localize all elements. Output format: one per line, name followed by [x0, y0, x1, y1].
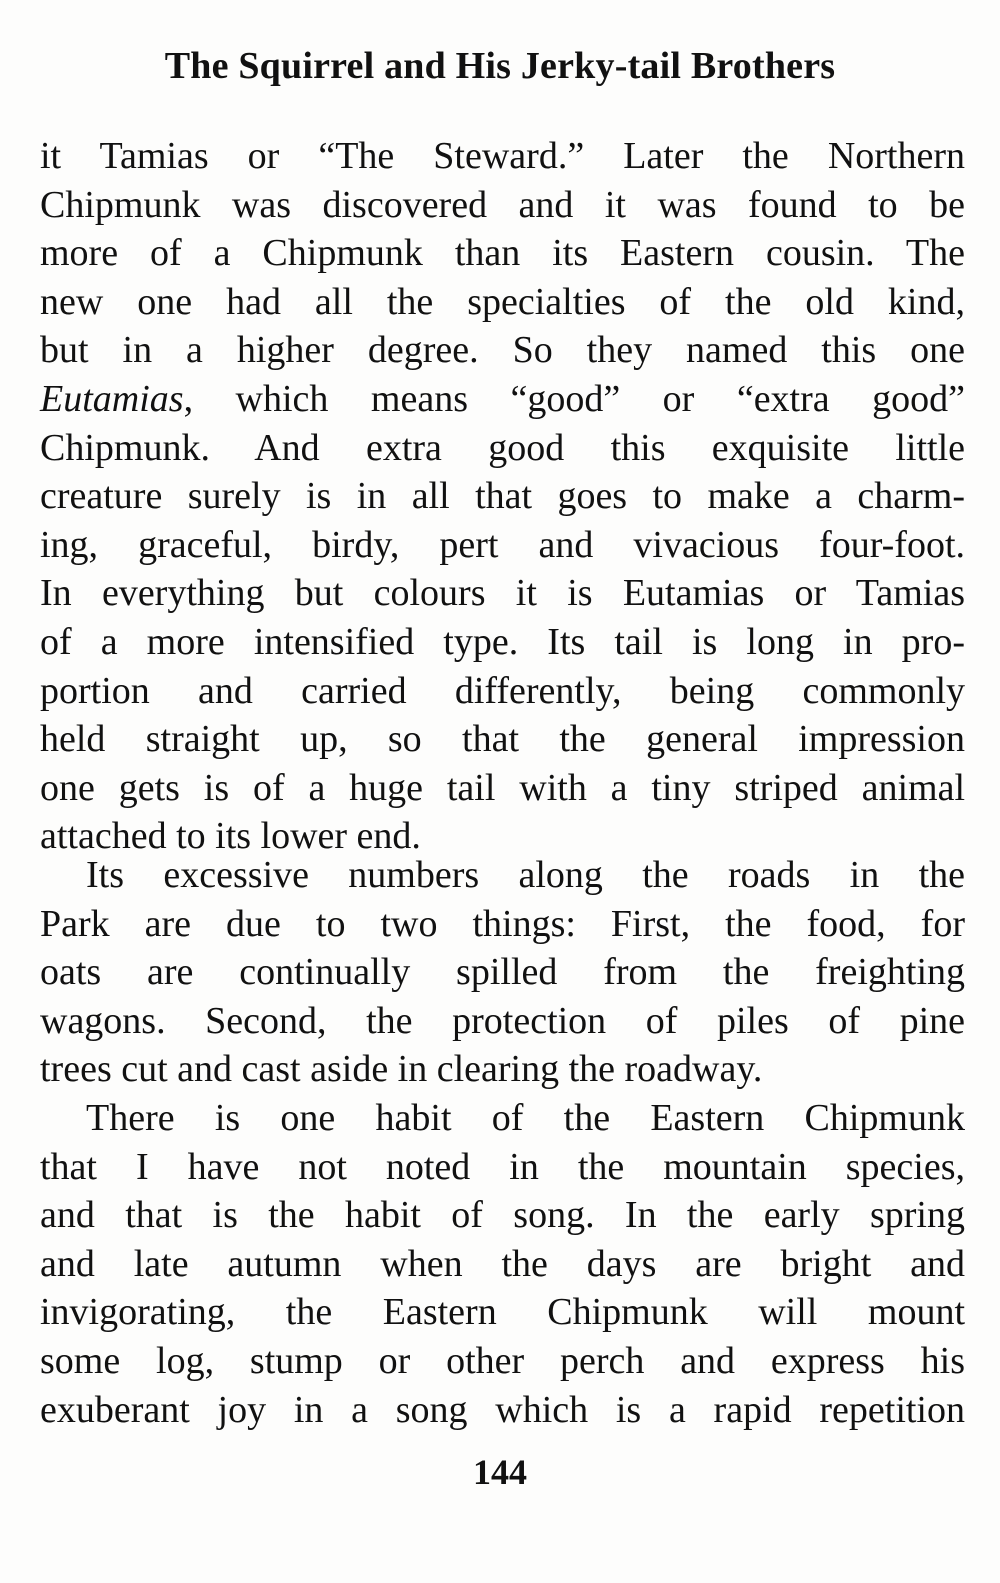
paragraph-1 [40, 132, 965, 861]
text-line: and late autumn when the days are bright and [40, 1242, 965, 1285]
text-line: Chipmunk. And extra good this exquisite little [40, 426, 965, 469]
running-head: The Squirrel and His Jerky-tail Brothers [164, 45, 836, 87]
text-line: of a more intensified type. Its tail is long in pro- [40, 620, 965, 663]
text-line: attached to its lower end. [40, 815, 421, 858]
text-line: trees cut and cast aside in clearing the roadway. [40, 1048, 763, 1091]
paragraph-3 [40, 1094, 965, 1434]
text-line: but in a higher degree. So they named this one [40, 329, 965, 372]
text-line: some log, stump or other perch and express his [40, 1339, 965, 1382]
text-line: There is one habit of the Eastern Chipmunk [86, 1097, 965, 1139]
text-line: Chipmunk was discovered and it was found to be [40, 183, 965, 226]
text-line: portion and carried differently, being commonly [40, 669, 965, 712]
text-line: held straight up, so that the general impression [40, 718, 965, 761]
text-line: more of a Chipmunk than its Eastern cousin. The [40, 232, 965, 275]
text-line-with-italic [40, 375, 965, 424]
text-line: new one had all the specialties of the old kind, [40, 280, 965, 323]
text-fragment: , which means “good” or “extra good” [183, 377, 965, 420]
text-line: and that is the habit of song. In the early spring [40, 1194, 965, 1237]
text-line: invigorating, the Eastern Chipmunk will mount [40, 1291, 965, 1334]
text-line: wagons. Second, the protection of piles of pine [40, 999, 965, 1042]
text-line: that I have not noted in the mountain species, [40, 1145, 965, 1188]
paragraph-2 [40, 851, 965, 1094]
text-line: one gets is of a huge tail with a tiny striped animal [40, 766, 965, 809]
text-line: Its excessive numbers along the roads in the [86, 854, 965, 896]
text-line: In everything but colours it is Eutamias or Tamias [40, 572, 965, 615]
italic-genus-name: Eutamias [40, 377, 184, 420]
text-line: ing, graceful, birdy, pert and vivacious four-foot. [40, 523, 965, 566]
text-line: oats are continually spilled from the freighting [40, 951, 965, 994]
text-line: Park are due to two things: First, the food, for [40, 902, 965, 945]
page-number: 144 [473, 1452, 527, 1492]
text-line: it Tamias or “The Steward.” Later the Northern [40, 135, 965, 177]
text-line: exuberant joy in a song which is a rapid repetition [40, 1388, 965, 1431]
text-line: creature surely is in all that goes to make a charm- [40, 475, 965, 518]
